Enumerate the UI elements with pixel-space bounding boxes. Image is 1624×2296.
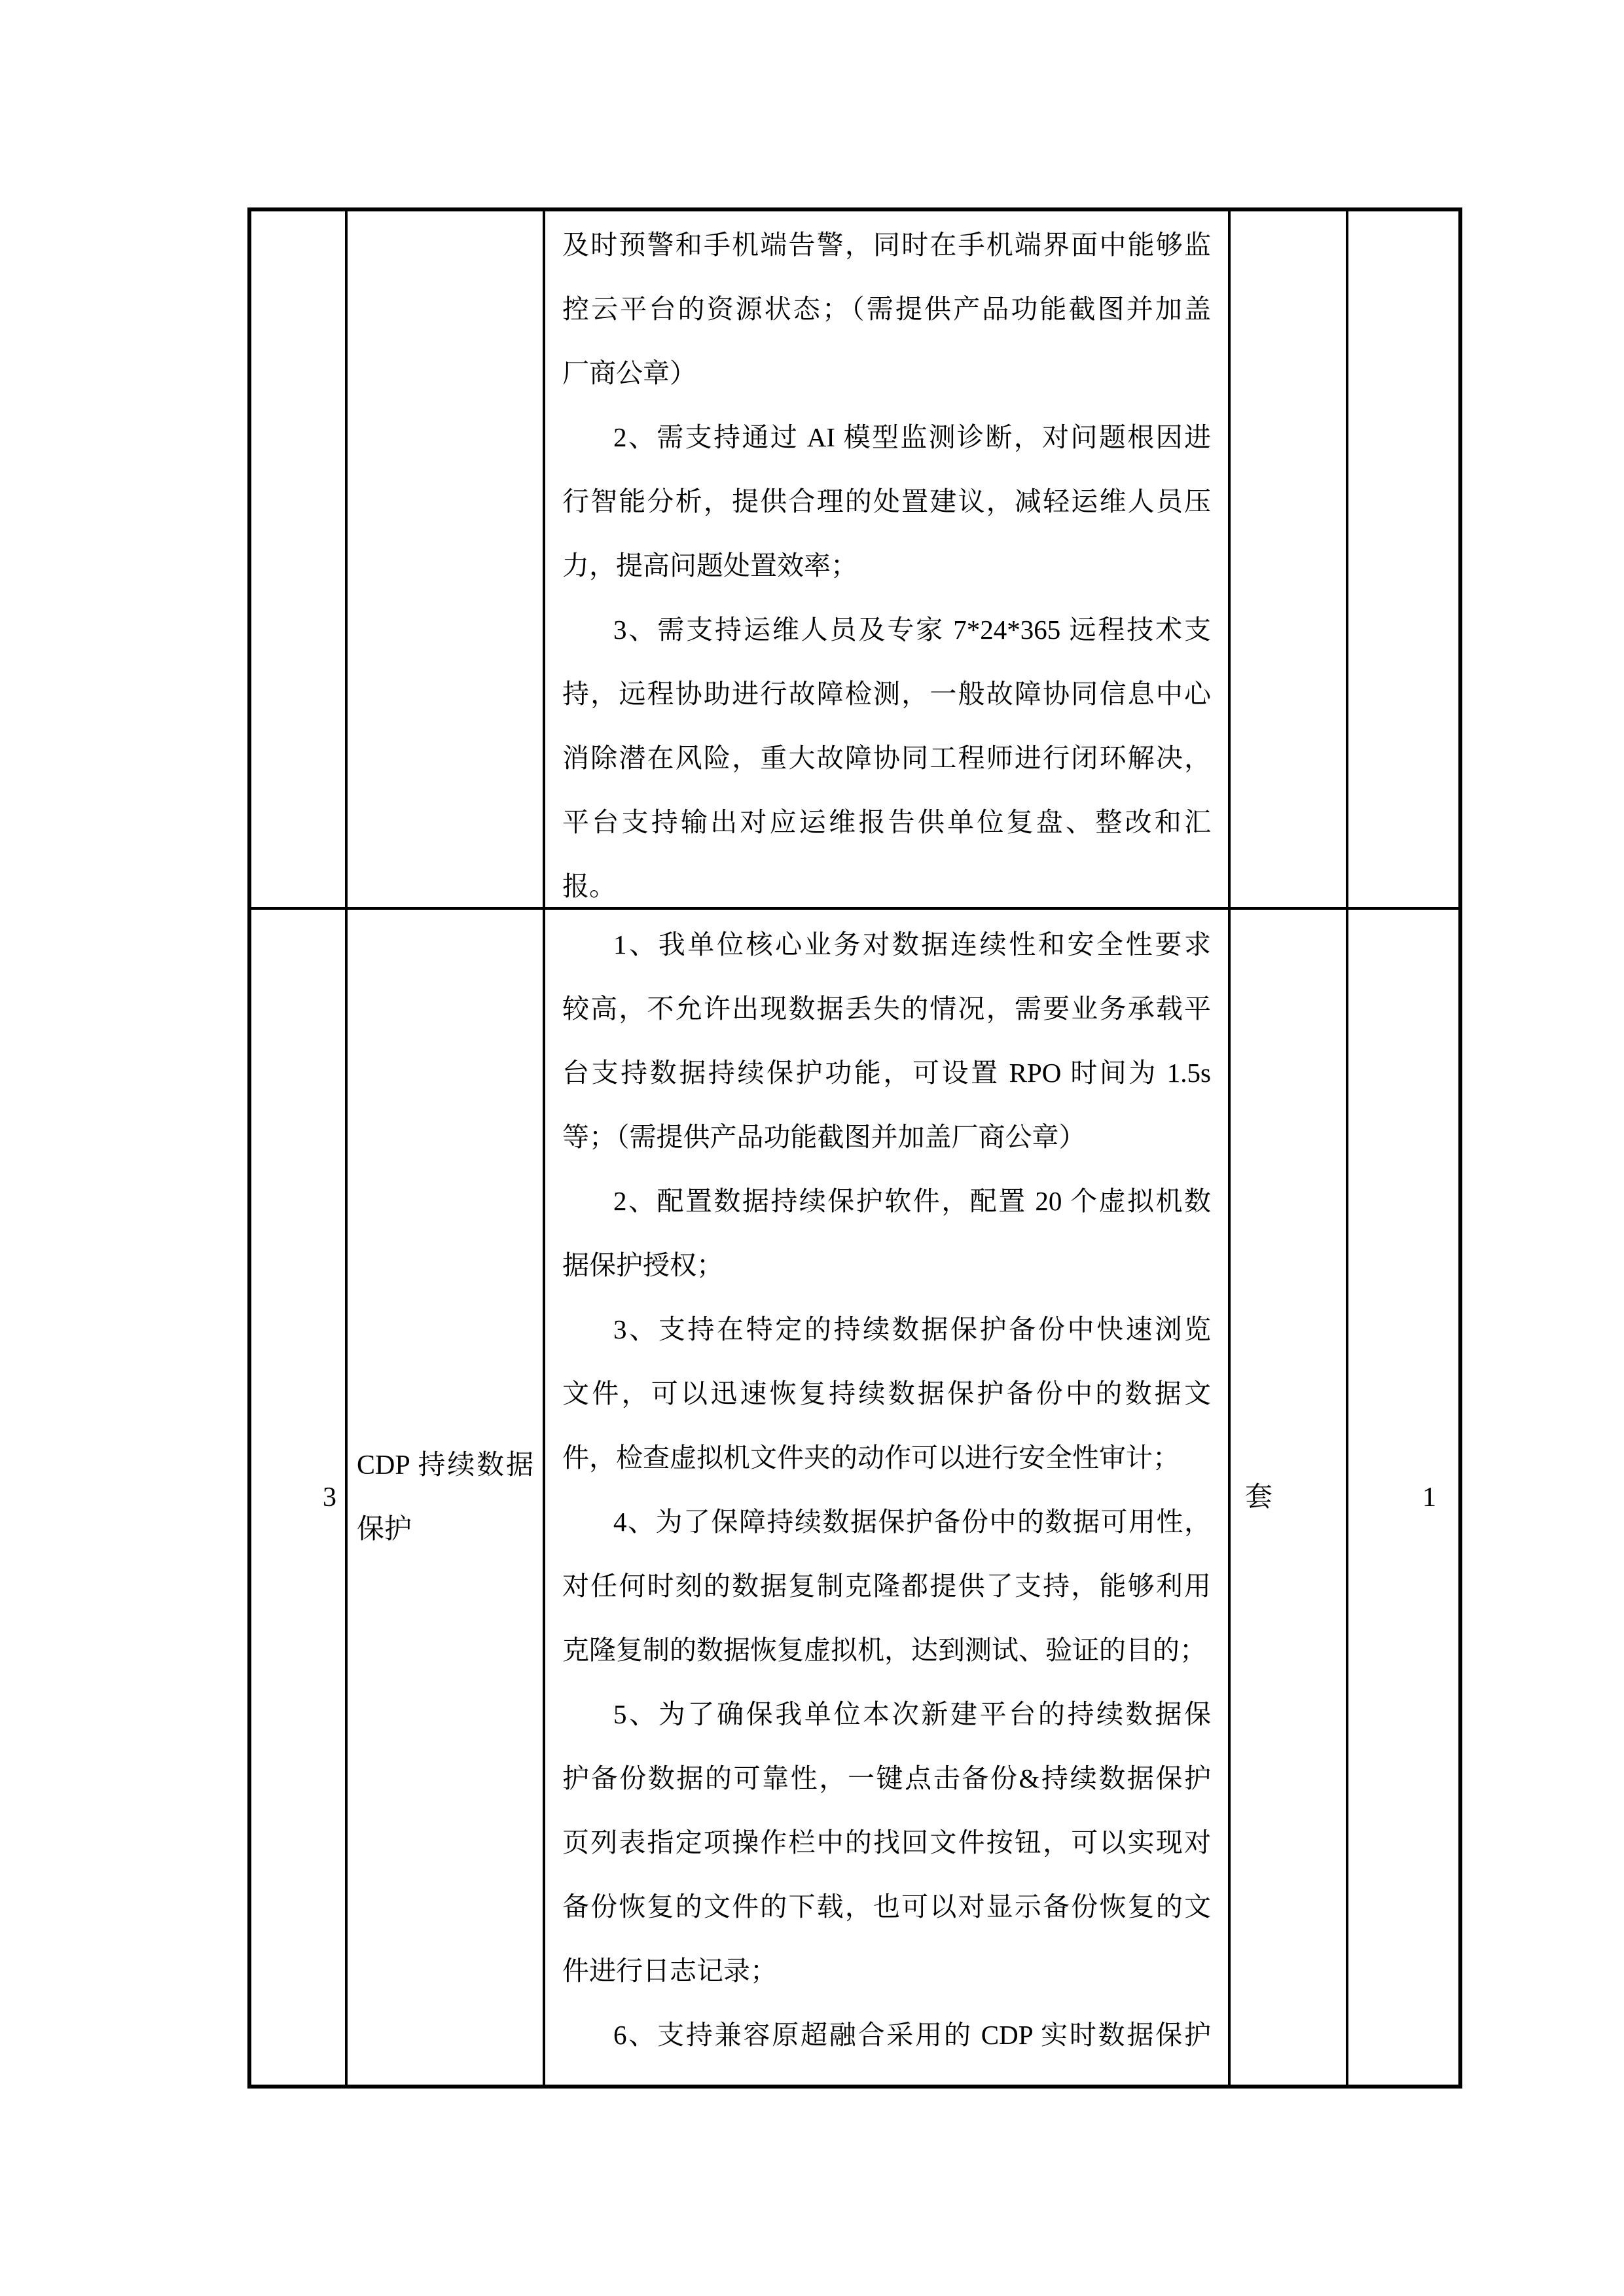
spec-table (247, 207, 1462, 2089)
spec-text-line: 持，远程协助进行故障检测，一般故障协同信息中心 (562, 679, 1211, 709)
spec-text-line: 1、我单位核心业务对数据连续性和安全性要求 (613, 929, 1211, 960)
spec-text-line: 3、需支持运维人员及专家 7*24*365 远程技术支 (613, 615, 1211, 645)
spec-text-line: 消除潜在风险，重大故障协同工程师进行闭环解决， (562, 743, 1211, 773)
spec-text-line: 较高，不允许出现数据丢失的情况，需要业务承载平 (562, 994, 1211, 1024)
row-number-cell (251, 211, 348, 907)
spec-text-line: 据保护授权； (562, 1250, 723, 1280)
spec-text-line: 3、支持在特定的持续数据保护备份中快速浏览 (613, 1314, 1211, 1344)
item-name-cell (348, 211, 545, 907)
spec-text-line: 备份恢复的文件的下载，也可以对显示备份恢复的文 (562, 1892, 1211, 1922)
spec-text-line: 行智能分析，提供合理的处置建议，减轻运维人员压 (562, 486, 1211, 516)
row-number: 3 (323, 1482, 336, 1513)
spec-text-line: 等；（需提供产品功能截图并加盖厂商公章） (562, 1122, 1086, 1152)
spec-text-line: 2、配置数据持续保护软件，配置 20 个虚拟机数 (613, 1186, 1211, 1216)
spec-text-line: 2、需支持通过 AI 模型监测诊断，对问题根因进 (613, 422, 1211, 452)
spec-text-line: 文件，可以迅速恢复持续数据保护备份中的数据文 (562, 1378, 1211, 1408)
row-number-cell (251, 910, 348, 2085)
quantity-cell (1348, 211, 1458, 907)
spec-text-line: 护备份数据的可靠性，一键点击备份&持续数据保护 (562, 1763, 1211, 1793)
table-row-continuation (251, 211, 1458, 910)
unit-value: 套 (1245, 1482, 1273, 1513)
spec-text-line: 克隆复制的数据恢复虚拟机，达到测试、验证的目的； (562, 1635, 1206, 1665)
spec-text-line: 件进行日志记录； (562, 1956, 777, 1986)
spec-text-line: 控云平台的资源状态；（需提供产品功能截图并加盖 (562, 294, 1211, 324)
spec-text-line: 平台支持输出对应运维报告供单位复盘、整改和汇 (562, 807, 1211, 837)
spec-text-line: 报。 (562, 871, 616, 901)
spec-text-line: 6、支持兼容原超融合采用的 CDP 实时数据保护 (613, 2020, 1211, 2050)
item-name-line: CDP 持续数据 (357, 1450, 533, 1480)
spec-text-line: 及时预警和手机端告警，同时在手机端界面中能够监 (562, 230, 1211, 260)
spec-text-line: 对任何时刻的数据复制克隆都提供了支持，能够利用 (562, 1571, 1211, 1601)
spec-cell (545, 910, 1231, 2085)
spec-text-line: 台支持数据持续保护功能，可设置 RPO 时间为 1.5s (562, 1058, 1211, 1088)
unit-cell (1231, 910, 1348, 2085)
spec-text-line: 厂商公章） (562, 358, 696, 388)
table-row-item-3 (251, 910, 1458, 2085)
unit-cell (1231, 211, 1348, 907)
spec-cell (545, 211, 1231, 907)
quantity-cell (1348, 910, 1458, 2085)
spec-text-line: 件，检查虚拟机文件夹的动作可以进行安全性审计； (562, 1443, 1180, 1473)
spec-text-line: 4、为了保障持续数据保护备份中的数据可用性， (613, 1507, 1211, 1537)
item-name-line: 保护 (357, 1514, 412, 1545)
spec-text-line: 力，提高问题处置效率； (562, 550, 857, 581)
item-name-cell (348, 910, 545, 2085)
spec-text-line: 5、为了确保我单位本次新建平台的持续数据保 (613, 1699, 1211, 1729)
quantity-value: 1 (1422, 1482, 1436, 1513)
spec-text-line: 页列表指定项操作栏中的找回文件按钮，可以实现对 (562, 1827, 1211, 1857)
